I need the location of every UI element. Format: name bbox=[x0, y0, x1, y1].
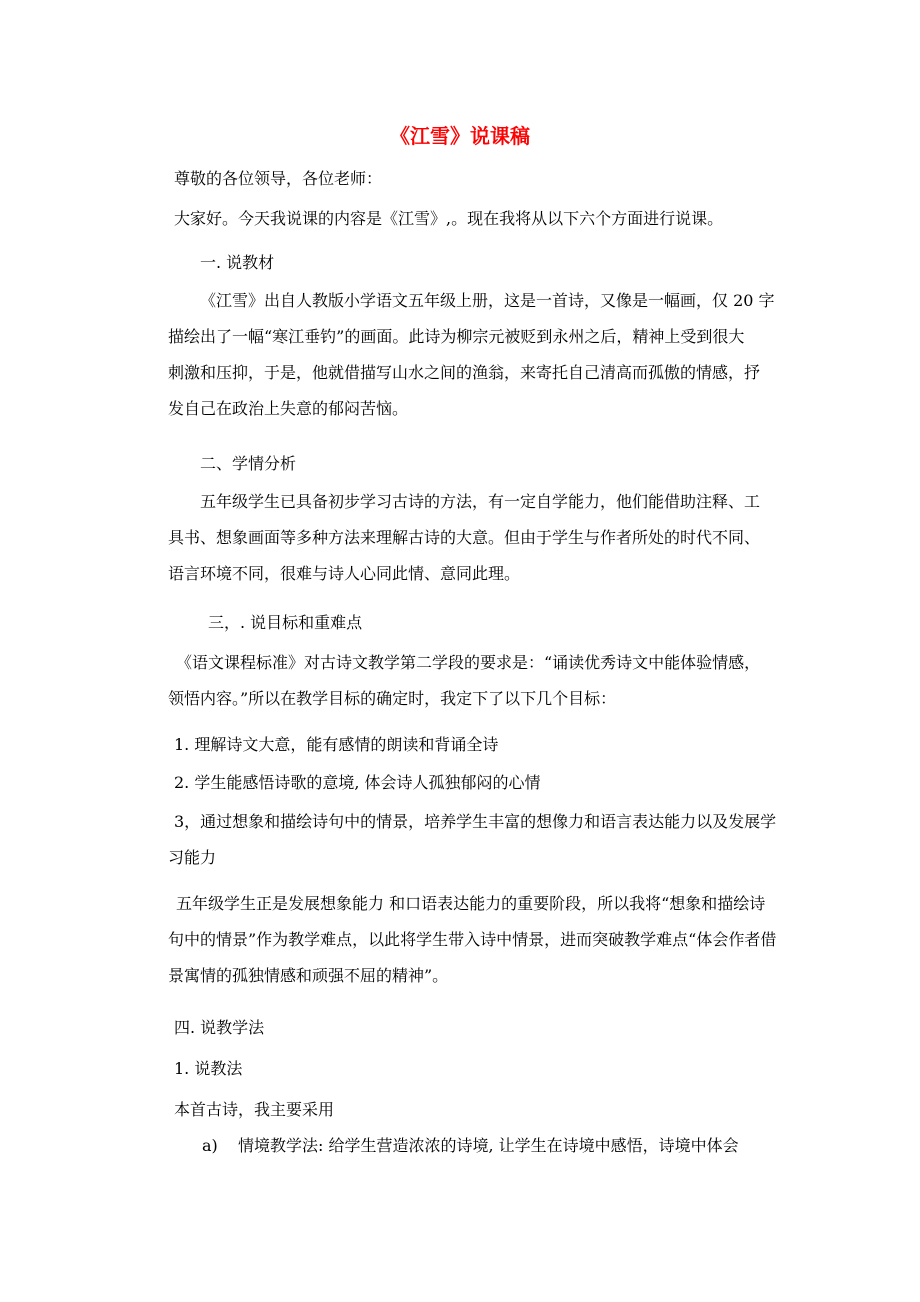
list-item-a: 情境教学法: 给学生营造浓浓的诗境, 让学生在诗境中感悟，诗境中体会 bbox=[238, 1136, 739, 1155]
paragraph-line: 习能力 bbox=[168, 848, 217, 867]
paragraph-line: 五年级学生已具备初步学习古诗的方法，有一定自学能力，他们能借助注释、工 bbox=[200, 492, 761, 511]
paragraph-line: 发自己在政治上失意的郁闷苦恼。 bbox=[168, 399, 409, 418]
paragraph-line: 《语文课程标准》对古诗文教学第二学段的要求是：“诵读优秀诗文中能体验情感， bbox=[176, 653, 761, 672]
section-2-heading: 二、学情分析 bbox=[200, 454, 297, 473]
document-title: 《江雪》说课稿 bbox=[390, 124, 530, 148]
paragraph-line: 具书、想象画面等多种方法来理解古诗的大意。但由于学生与作者所处的时代不同、 bbox=[168, 528, 761, 547]
goal-2: 2. 学生能感悟诗歌的意境, 体会诗人孤独郁闷的心情 bbox=[174, 773, 541, 792]
section-3-heading: 三，. 说目标和重难点 bbox=[208, 613, 363, 632]
paragraph-line: 刺激和压抑，于是，他就借描写山水之间的渔翁，来寄托自己清高而孤傲的情感，抒 bbox=[168, 363, 761, 382]
section-1-heading: 一. 说教材 bbox=[200, 253, 275, 272]
teaching-difficulty-paragraph bbox=[168, 886, 776, 994]
section-2-paragraph bbox=[168, 484, 760, 592]
section-1-paragraph bbox=[168, 283, 775, 427]
paragraph-line: 句中的情景”作为教学难点，以此将学生带入诗中情景，进而突破教学难点“体会作者借 bbox=[168, 930, 777, 949]
greeting: 尊敬的各位领导，各位老师： bbox=[174, 169, 383, 188]
paragraph-line: 领悟内容。”所以在教学目标的确定时，我定下了以下几个目标： bbox=[168, 689, 617, 708]
list-marker-a: a) bbox=[202, 1136, 218, 1155]
section-4-heading: 四. 说教学法 bbox=[174, 1018, 265, 1037]
paragraph-line: 景寓情的孤独情感和顽强不屈的精神”。 bbox=[168, 966, 449, 985]
paragraph-line: 3，通过想象和描绘诗句中的情景，培养学生丰富的想像力和语言表达能力以及发展学 bbox=[174, 812, 777, 831]
paragraph-line: 语言环境不同，很难与诗人心同此情、意同此理。 bbox=[168, 564, 521, 583]
teaching-method-subheading: 1. 说教法 bbox=[174, 1059, 243, 1078]
paragraph-line: 描绘出了一幅“寒江垂钓”的画面。此诗为柳宗元被贬到永州之后，精神上受到很大 bbox=[168, 327, 745, 346]
intro-paragraph: 大家好。今天我说课的内容是《江雪》,。现在我将从以下六个方面进行说课。 bbox=[174, 209, 724, 228]
goal-3 bbox=[168, 804, 776, 876]
teaching-method-intro: 本首古诗，我主要采用 bbox=[174, 1100, 335, 1119]
paragraph-line: 《江雪》出自人教版小学语文五年级上册，这是一首诗，又像是一幅画，仅 20 字 bbox=[200, 291, 775, 310]
curriculum-standard-paragraph bbox=[168, 645, 760, 717]
goal-1: 1. 理解诗文大意，能有感情的朗读和背诵全诗 bbox=[174, 735, 499, 754]
paragraph-line: 五年级学生正是发展想象能力 和口语表达能力的重要阶段，所以我将“想象和描绘诗 bbox=[176, 894, 766, 913]
